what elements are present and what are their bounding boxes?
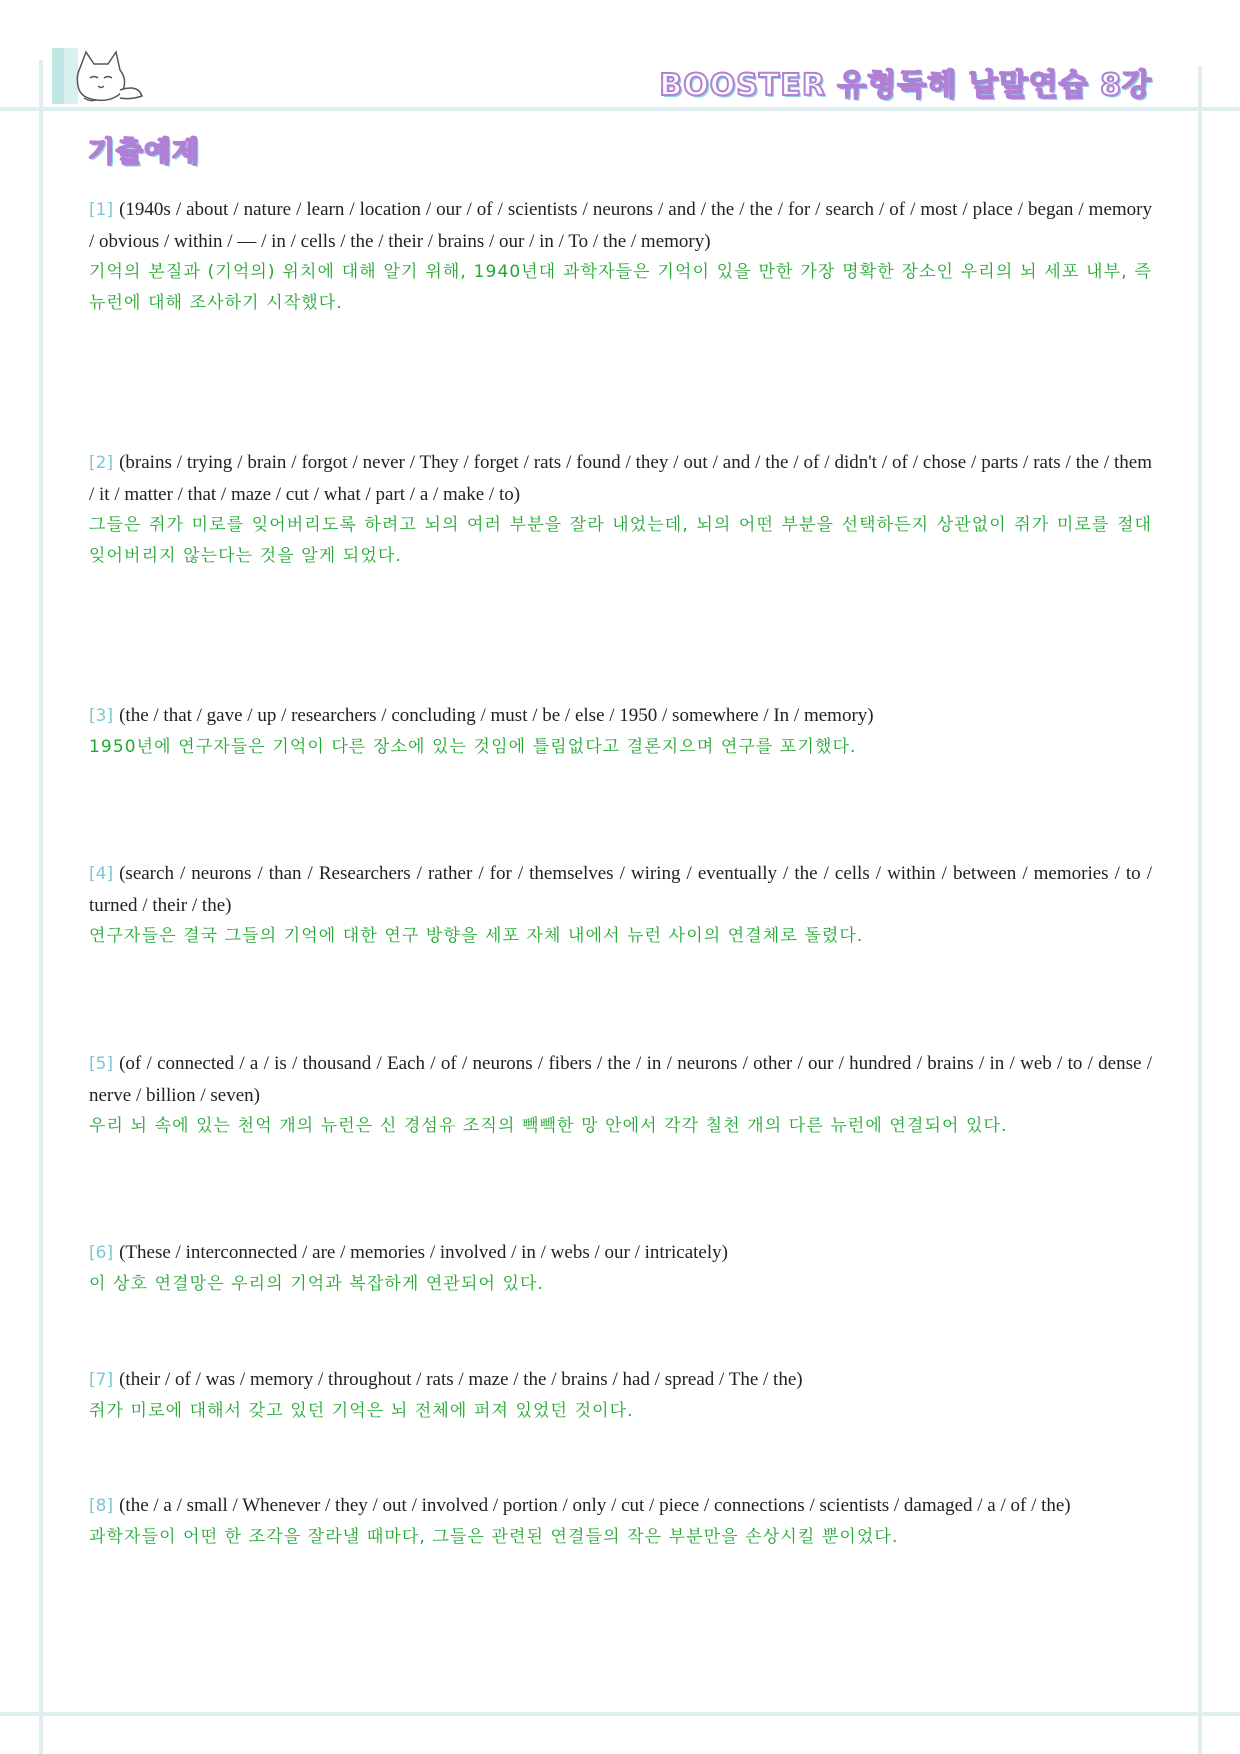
item-number: [8] [89, 1496, 114, 1516]
exercise-item-1 [89, 194, 1152, 319]
korean-translation: 1950년에 연구자들은 기억이 다른 장소에 있는 것임에 틀림없다고 결론지으며 연구를 포기했다. [89, 737, 857, 757]
korean-translation: 기억의 본질과 (기억의) 위치에 대해 알기 위해, 1940년대 과학자들은 기억이 있을 만한 가장 명확한 장소인 우리의 뇌 세포 내부, 즉 뉴런에 대해 조사하기 시작했다. [89, 262, 1152, 313]
frame-line-right [1198, 66, 1202, 1754]
scrambled-words: (their / of / was / memory / throughout / rats / maze / the / brains / had / spread / The / the) [119, 1369, 803, 1390]
item-number: [7] [89, 1370, 114, 1390]
scrambled-words: (of / connected / a / is / thousand / Each / of / neurons / fibers / the / in / neurons / other / our / hundred / brains / in / web / to / dense / nerve / billion / seven) [89, 1053, 1152, 1106]
exercise-item-6 [89, 1237, 1152, 1300]
frame-line-top [0, 107, 1240, 111]
korean-translation: 우리 뇌 속에 있는 천억 개의 뉴런은 신 경섬유 조직의 빽빽한 망 안에서 각각 칠천 개의 다른 뉴런에 연결되어 있다. [89, 1116, 1008, 1136]
section-title: 기출예제 [88, 135, 201, 168]
word-list [89, 1237, 1152, 1269]
scrambled-words: (search / neurons / than / Researchers / rather / for / themselves / wiring / eventually / the / cells / within / between / memories / to / turned / their / the) [89, 863, 1152, 916]
exercise-item-8 [89, 1490, 1152, 1553]
exercise-item-5 [89, 1048, 1152, 1142]
korean-translation: 쥐가 미로에 대해서 갖고 있던 기억은 뇌 전체에 퍼져 있었던 것이다. [89, 1401, 634, 1421]
exercise-item-4 [89, 858, 1152, 952]
item-number: [1] [89, 200, 114, 220]
word-list [89, 1364, 1152, 1396]
item-number: [2] [89, 453, 114, 473]
scrambled-words: (brains / trying / brain / forgot / never / They / forget / rats / found / they / out / and / the / of / didn't / of / chose / parts / rats / the / them / it / matter / that / maze / cut / what / part / a / make / to) [89, 452, 1152, 505]
item-number: [3] [89, 706, 114, 726]
scrambled-words: (1940s / about / nature / learn / location / our / of / scientists / neurons / and / the / the / for / search / of / most / place / began / memory / obvious / within / — / in / cells / the / their / brains / our / in / To / the / memory) [89, 199, 1152, 252]
word-list [89, 700, 1152, 732]
exercise-item-3 [89, 700, 1152, 763]
scrambled-words: (the / that / gave / up / researchers / concluding / must / be / else / 1950 / somewhere / In / memory) [119, 705, 874, 726]
page-header-title: BOOSTER 유형독해 낱말연습 8강 [659, 68, 1152, 103]
korean-translation: 연구자들은 결국 그들의 기억에 대한 연구 방향을 세포 자체 내에서 뉴런 사이의 연결체로 돌렸다. [89, 926, 864, 946]
exercise-item-2 [89, 447, 1152, 572]
cat-logo-icon [50, 40, 150, 106]
frame-line-left [39, 60, 43, 1754]
word-list [89, 447, 1152, 510]
item-number: [5] [89, 1054, 114, 1074]
exercise-item-7 [89, 1364, 1152, 1427]
frame-line-bottom [0, 1712, 1240, 1716]
scrambled-words: (the / a / small / Whenever / they / out / involved / portion / only / cut / piece / connections / scientists / damaged / a / of / the) [119, 1495, 1071, 1516]
word-list [89, 194, 1152, 257]
word-list [89, 1490, 1152, 1522]
korean-translation: 과학자들이 어떤 한 조각을 잘라낼 때마다, 그들은 관련된 연결들의 작은 부분만을 손상시킬 뿐이었다. [89, 1527, 899, 1547]
korean-translation: 그들은 쥐가 미로를 잊어버리도록 하려고 뇌의 여러 부분을 잘라 내었는데, 뇌의 어떤 부분을 선택하든지 상관없이 쥐가 미로를 절대 잊어버리지 않는다는 것을 알게 되었다. [89, 515, 1152, 566]
word-list [89, 1048, 1152, 1111]
word-list [89, 858, 1152, 921]
scrambled-words: (These / interconnected / are / memories / involved / in / webs / our / intricately) [119, 1242, 728, 1263]
item-number: [4] [89, 864, 114, 884]
korean-translation: 이 상호 연결망은 우리의 기억과 복잡하게 연관되어 있다. [89, 1274, 545, 1294]
item-number: [6] [89, 1243, 114, 1263]
